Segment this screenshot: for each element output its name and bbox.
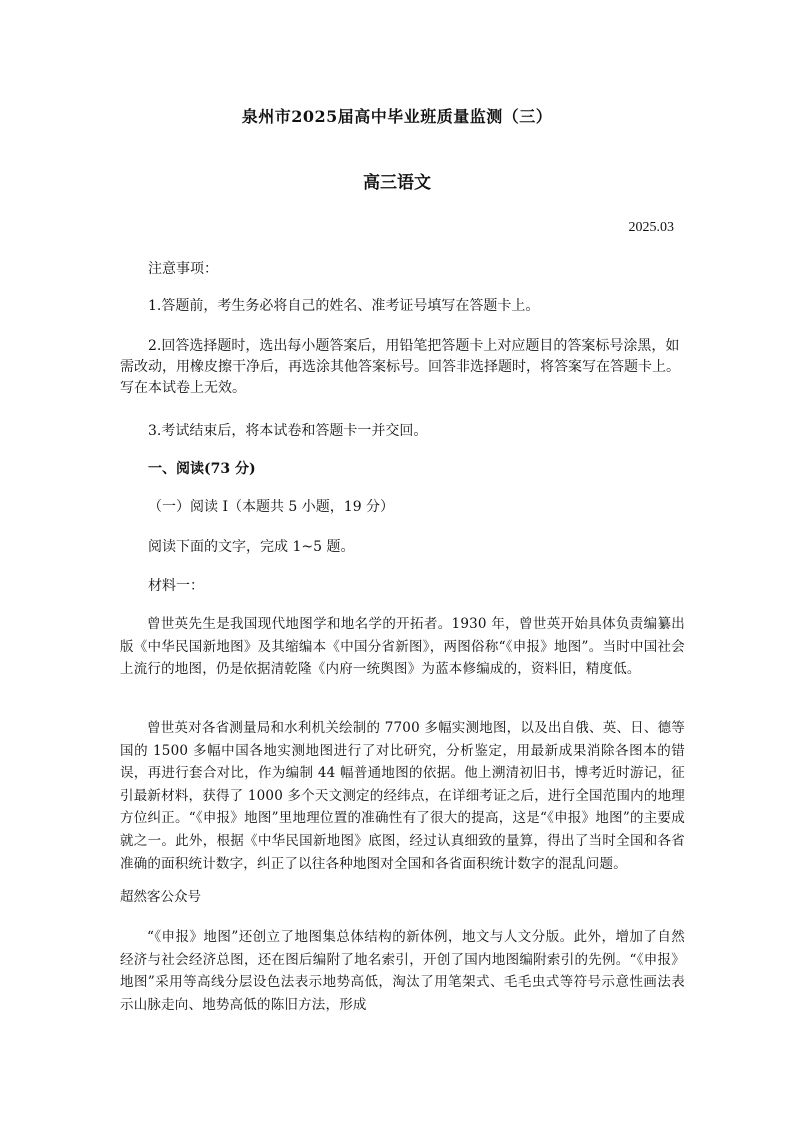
exam-date: 2025.03 <box>628 220 674 235</box>
notice-item-3: 3.考试结束后，将本试卷和答题卡一并交回。 <box>148 423 428 439</box>
notice-heading: 注意事项： <box>148 261 218 277</box>
section-heading: 一、阅读(73 分) <box>148 461 256 477</box>
notice-item-1: 1.答题前，考生务必将自己的姓名、准考证号填写在答题卡上。 <box>148 298 540 314</box>
passage-paragraph: 曾世英先生是我国现代地图学和地名学的开拓者。1930 年，曾世英开始具体负责编纂出版《中华民国新地图》及其缩编本《中国分省新图》，两图俗称“《申报》地图”。当时中国社会上流行的地图，仍是依据清乾隆《内府一统舆图》为蓝本修编成的，资料旧，精度低。 <box>120 616 685 678</box>
exam-title: 泉州市2025届高中毕业班质量监测（三） <box>241 107 553 126</box>
notice-item-2: 2.回答选择题时，选出每小题答案后，用铅笔把答题卡上对应题目的答案标号涂黑，如需改动，用橡皮擦干净后，再选涂其他答案标号。回答非选择题时，将答案写在答题卡上。写在本试卷上无效。 <box>120 338 680 396</box>
sub-section-heading: （一）阅读 I（本题共 5 小题，19 分） <box>148 499 395 515</box>
watermark-text: 超然客公众号 <box>120 889 201 905</box>
material-label: 材料一： <box>148 578 204 594</box>
passage-paragraph: 曾世英对各省测量局和水利机关绘制的 7700 多幅实测地图，以及出自俄、英、日、德等国的 1500 多幅中国各地实测地图进行了对比研究，分析鉴定，用最新成果消除各图本的错误，再进行套合对比，作为编制 44 幅普通地图的依据。他上溯清初旧书，博考近时游记，征引最新材料，获得了 1000 多个天文测定的经纬点，在详细考证之后，进行全国范围内的地理方位纠正。“《申报》地图”里地理位置的准确性有了很大的提高，这是“《申报》地图”的主要成就之一。此外，根据《中华民国新地图》底图，经过认真细致的量算，得出了当时全国和各省准确的面积统计数字，纠正了以往各种地图对全国和各省面积统计数字的混乱问题。 <box>120 720 685 872</box>
subject-title: 高三语文 <box>363 173 431 193</box>
passage-paragraph: “《申报》地图”还创立了地图集总体结构的新体例，地文与人文分版。此外，增加了自然经济与社会经济总图，还在图后编附了地名索引，开创了国内地图编附索引的先例。“《申报》地图”采用等高线分层设色法表示地势高低，淘汰了用笔架式、毛毛虫式等符号示意性画法表示山脉走向、地势高低的陈旧方法，形成 <box>120 929 685 1013</box>
reading-instruction: 阅读下面的文字，完成 1~5 题。 <box>148 539 355 555</box>
